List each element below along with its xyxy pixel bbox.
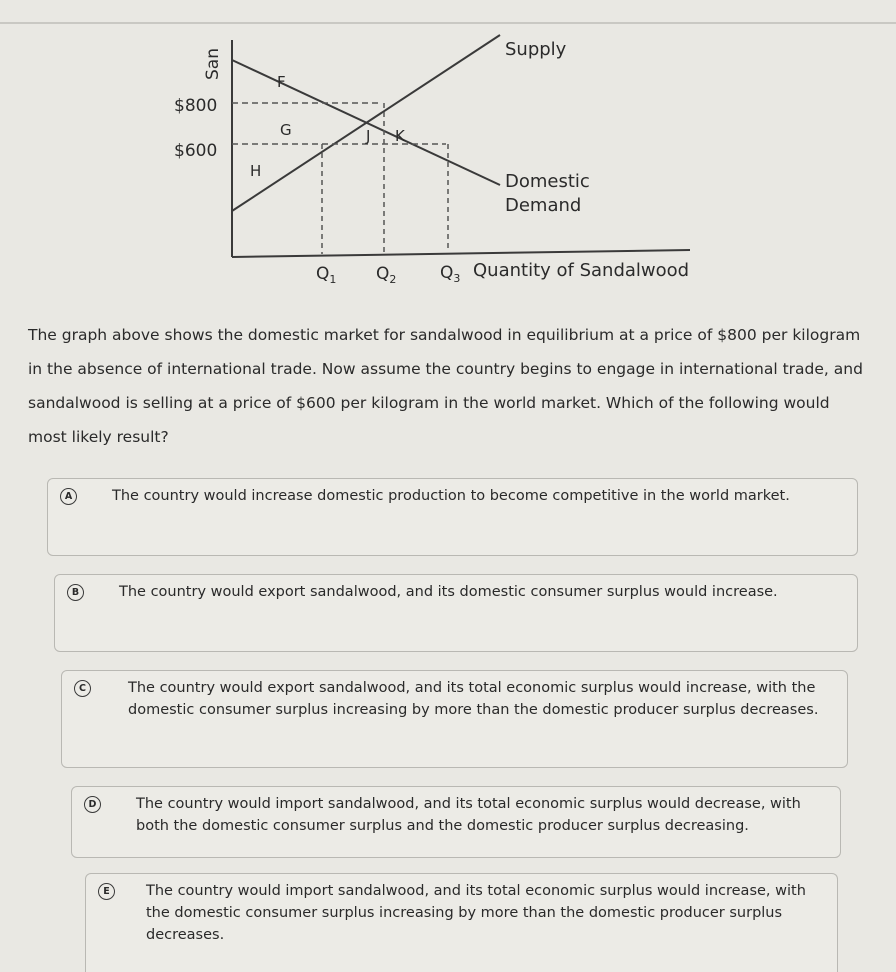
option-letter-d: D: [84, 796, 101, 813]
option-text-a: The country would increase domestic production to become competitive in the world market.: [112, 488, 790, 504]
demand-label-line2: Demand: [505, 195, 582, 216]
region-g: G: [280, 121, 292, 139]
question-text: The graph above shows the domestic market for sandalwood in equilibrium at a price of $800 per kilogram in the absence of international trade. Now assume the country begins to engage in international trade, and sandalwood is selling at a price of $600 per kilogram in the world market. Which of the following would most likely result?: [28, 326, 863, 446]
region-j: J: [366, 127, 371, 145]
option-letter-a: A: [60, 488, 77, 505]
option-text-c: The country would export sandalwood, and its total economic surplus would increase, with the domestic consumer surplus increasing by more than the domestic producer surplus decreases.: [128, 680, 819, 718]
y-axis-label: San: [203, 48, 223, 80]
price-tick-800: $800: [174, 96, 218, 116]
option-text-d: The country would import sandalwood, and its total economic surplus would decrease, with both the domestic consumer surplus and the domestic producer surplus decreasing.: [136, 796, 801, 834]
answer-option-e[interactable]: [85, 873, 838, 972]
region-k: K: [395, 127, 405, 145]
demand-curve: [232, 60, 500, 185]
option-text-b: The country would export sandalwood, and its domestic consumer surplus would increase.: [119, 584, 778, 600]
answer-option-d[interactable]: [71, 786, 841, 858]
quantity-axis: [232, 250, 690, 257]
quantity-tick-q1: $Q_1$: [316, 264, 337, 286]
quantity-tick-q3: $Q_3$: [440, 263, 461, 285]
graph-svg: [0, 0, 896, 300]
supply-demand-graph: [0, 0, 896, 300]
option-letter-c: C: [74, 680, 91, 697]
option-text-e: The country would import sandalwood, and its total economic surplus would increase, with the domestic consumer surplus increasing by more than the domestic producer surplus decreases.: [146, 883, 806, 943]
answer-option-c[interactable]: [61, 670, 848, 768]
region-h: H: [250, 162, 262, 180]
supply-label: Supply: [505, 39, 567, 60]
option-letter-e: E: [98, 883, 115, 900]
price-tick-600: $600: [174, 141, 218, 161]
region-f: F: [277, 73, 286, 91]
answer-option-a[interactable]: [47, 478, 858, 556]
option-letter-b: B: [67, 584, 84, 601]
answer-option-b[interactable]: [54, 574, 858, 652]
x-axis-label: Quantity of Sandalwood: [473, 260, 690, 281]
demand-label-line1: Domestic: [505, 171, 590, 192]
quantity-tick-q2: $Q_2$: [376, 264, 397, 286]
